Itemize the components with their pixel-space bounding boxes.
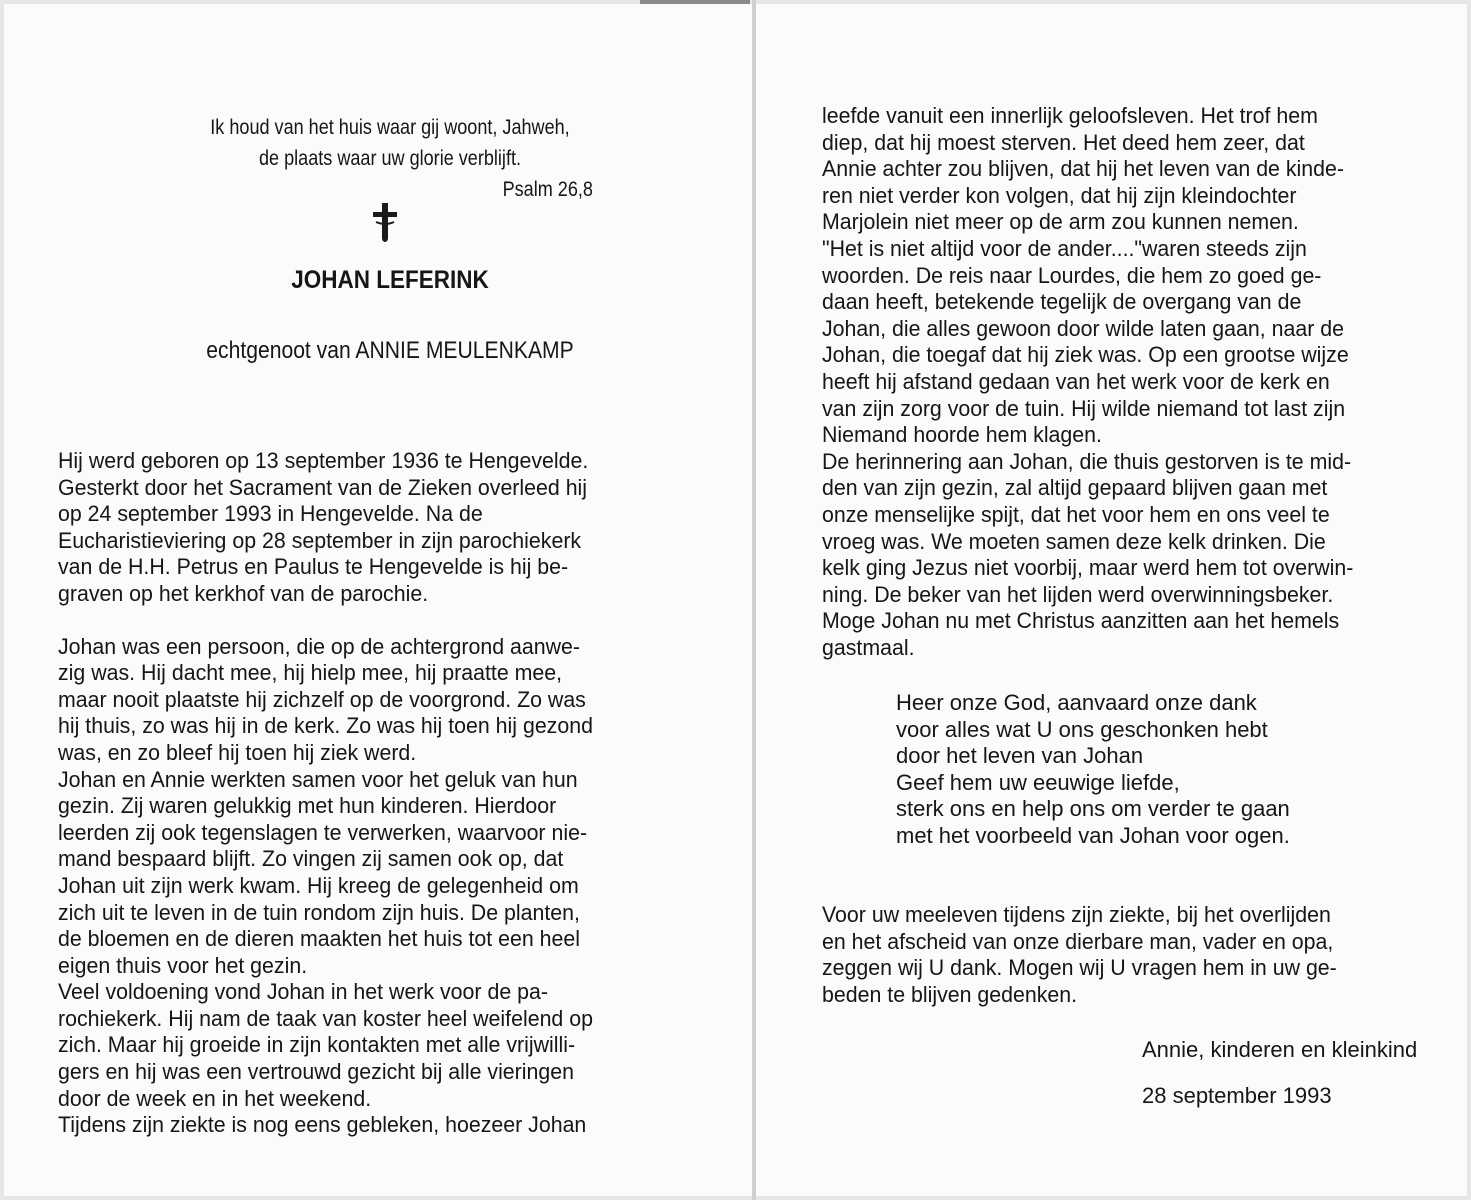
cross-icon-graphic xyxy=(365,200,405,244)
psalm-line-1: Ik houd van het huis waar gij woont, Jahweh, xyxy=(210,116,570,139)
text-line: kelk ging Jezus niet voorbij, maar werd hem tot overwin- xyxy=(822,555,1354,581)
text-line: mand bespaard blijft. Zo vingen zij samen ook op, dat xyxy=(58,846,564,872)
prayer-line: sterk ons en help ons om verder te gaan xyxy=(896,796,1290,821)
deceased-name: JOHAN LEFERINK xyxy=(291,266,489,294)
text-line: Johan uit zijn werk kwam. Hij kreeg de gelegenheid om xyxy=(58,872,579,898)
thanks-line: beden te blijven gedenken. xyxy=(822,981,1078,1007)
text-line: zich uit te leven in de tuin rondom zijn huis. De planten, xyxy=(58,899,580,925)
psalm-reference: Psalm 26,8 xyxy=(502,178,593,201)
text-line: op 24 september 1993 in Hengevelde. Na de xyxy=(58,501,483,527)
text-line: gers en hij was een vertrouwd gezicht bij alle vieringen xyxy=(58,1059,574,1085)
text-line: Johan, die alles gewoon door wilde laten gaan, naar de xyxy=(822,315,1345,341)
family-signature: Annie, kinderen en kleinkind xyxy=(1142,1037,1418,1062)
text-line: graven op het kerkhof van de parochie. xyxy=(58,580,429,606)
psalm-line-2: de plaats waar uw glorie verblijft. xyxy=(258,147,522,170)
text-line: leefde vanuit een innerlijk geloofsleven. Het trof hem xyxy=(822,103,1318,128)
biography-paragraph-1 xyxy=(58,448,727,608)
text-line: leerden zij ook tegenslagen te verwerken, waarvoor nie- xyxy=(58,819,588,845)
text-line: heeft hij afstand gedaan van het werk voor de kerk en xyxy=(822,368,1330,394)
biography-paragraph-2 xyxy=(58,634,727,1139)
cross-icon xyxy=(365,200,405,244)
text-line: onze menselijke spijt, dat het voor hem en ons veel te xyxy=(822,501,1330,527)
text-line: Johan en Annie werkten samen voor het geluk van hun xyxy=(58,766,578,792)
text-line: ning. De beker van het lijden werd overwinningsbeker. xyxy=(822,581,1334,607)
text-line: Gesterkt door het Sacrament van de Zieken overleed hij xyxy=(58,474,588,500)
text-line: de bloemen en de dieren maakten het huis tot een heel xyxy=(58,926,581,952)
text-line: Tijdens zijn ziekte is nog eens gebleken, hoezeer Johan xyxy=(58,1112,587,1138)
text-line: woorden. De reis naar Lourdes, die hem zo goed ge- xyxy=(822,262,1322,288)
text-line: Marjolein niet meer op de arm zou kunnen nemen. xyxy=(822,209,1299,235)
text-line: Johan, die toegaf dat hij ziek was. Op een grootse wijze xyxy=(822,342,1349,368)
thanks-line: en het afscheid van onze dierbare man, vader en opa, xyxy=(822,928,1334,954)
text-line: maar nooit plaatste hij zichzelf op de voorgrond. Zo was xyxy=(58,686,586,712)
text-line: Eucharistieviering op 28 september in zijn parochiekerk xyxy=(58,527,582,553)
prayer-line: met het voorbeeld van Johan voor ogen. xyxy=(896,822,1290,848)
text-line: De herinnering aan Johan, die thuis gestorven is te mid- xyxy=(822,448,1352,474)
text-line: daan heeft, betekende tegelijk de overgang van de xyxy=(822,289,1302,315)
text-line: Moge Johan nu met Christus aanzitten aan het hemels xyxy=(822,608,1340,634)
prayer-line: voor alles wat U ons geschonken hebt xyxy=(896,716,1268,742)
text-line: eigen thuis voor het gezin. xyxy=(58,952,308,978)
text-line: Hij werd geboren op 13 september 1936 te Hengevelde. xyxy=(58,448,589,473)
text-line: "Het is niet altijd voor de ander...."waren steeds zijn xyxy=(822,235,1307,261)
prayer-line: door het leven van Johan xyxy=(896,743,1144,768)
biography-left xyxy=(58,448,727,1139)
text-line: was, en zo bleef hij toen hij ziek werd. xyxy=(58,739,417,765)
prayer-line: Heer onze God, aanvaard onze dank xyxy=(896,690,1257,715)
text-line: Veel voldoening vond Johan in het werk voor de pa- xyxy=(58,979,548,1005)
text-line: gezin. Zij waren gelukkig met hun kinderen. Hierdoor xyxy=(58,793,557,819)
prayer xyxy=(896,690,1396,849)
text-line: Annie achter zou blijven, dat hij het leven van de kinde- xyxy=(822,156,1344,182)
text-line: den van zijn gezin, zal altijd gepaard blijven gaan met xyxy=(822,475,1328,501)
text-line: zich. Maar hij groeide in zijn kontakten met alle vrijwilli- xyxy=(58,1032,576,1058)
text-line: ren niet verder kon volgen, dat hij zijn kleindochter xyxy=(822,182,1297,208)
text-line: Niemand hoorde hem klagen. xyxy=(822,422,1102,448)
text-line: van de H.H. Petrus en Paulus te Hengevelde is hij be- xyxy=(58,554,569,580)
text-line: zig was. Hij dacht mee, hij hielp mee, hij praatte mee, xyxy=(58,660,563,686)
spouse-line: echtgenoot van ANNIE MEULENKAMP xyxy=(206,337,574,364)
thanks-line: Voor uw meeleven tijdens zijn ziekte, bij het overlijden xyxy=(822,902,1331,927)
psalm-quote xyxy=(132,112,648,205)
text-line: hij thuis, zo was hij in de kerk. Zo was hij toen hij gezond xyxy=(58,713,593,739)
text-line: Johan was een persoon, die op de achtergrond aanwe- xyxy=(58,633,581,659)
thank-you-note xyxy=(822,902,1443,1008)
text-line: rochiekerk. Hij nam de taak van koster heel weifelend op xyxy=(58,1005,593,1031)
text-line: door de week en in het weekend. xyxy=(58,1085,372,1111)
prayer-line: Geef hem uw eeuwige liefde, xyxy=(896,769,1180,795)
text-line: gastmaal. xyxy=(822,634,915,660)
text-line: van zijn zorg voor de tuin. Hij wilde niemand tot last zijn xyxy=(822,395,1346,421)
thanks-line: zeggen wij U dank. Mogen wij U vragen hem in uw ge- xyxy=(822,955,1337,981)
text-line: vroeg was. We moeten samen deze kelk drinken. Die xyxy=(822,528,1326,554)
biography-right xyxy=(822,103,1462,661)
text-line: diep, dat hij moest sterven. Het deed hem zeer, dat xyxy=(822,129,1305,155)
card-date: 28 september 1993 xyxy=(1142,1083,1332,1108)
